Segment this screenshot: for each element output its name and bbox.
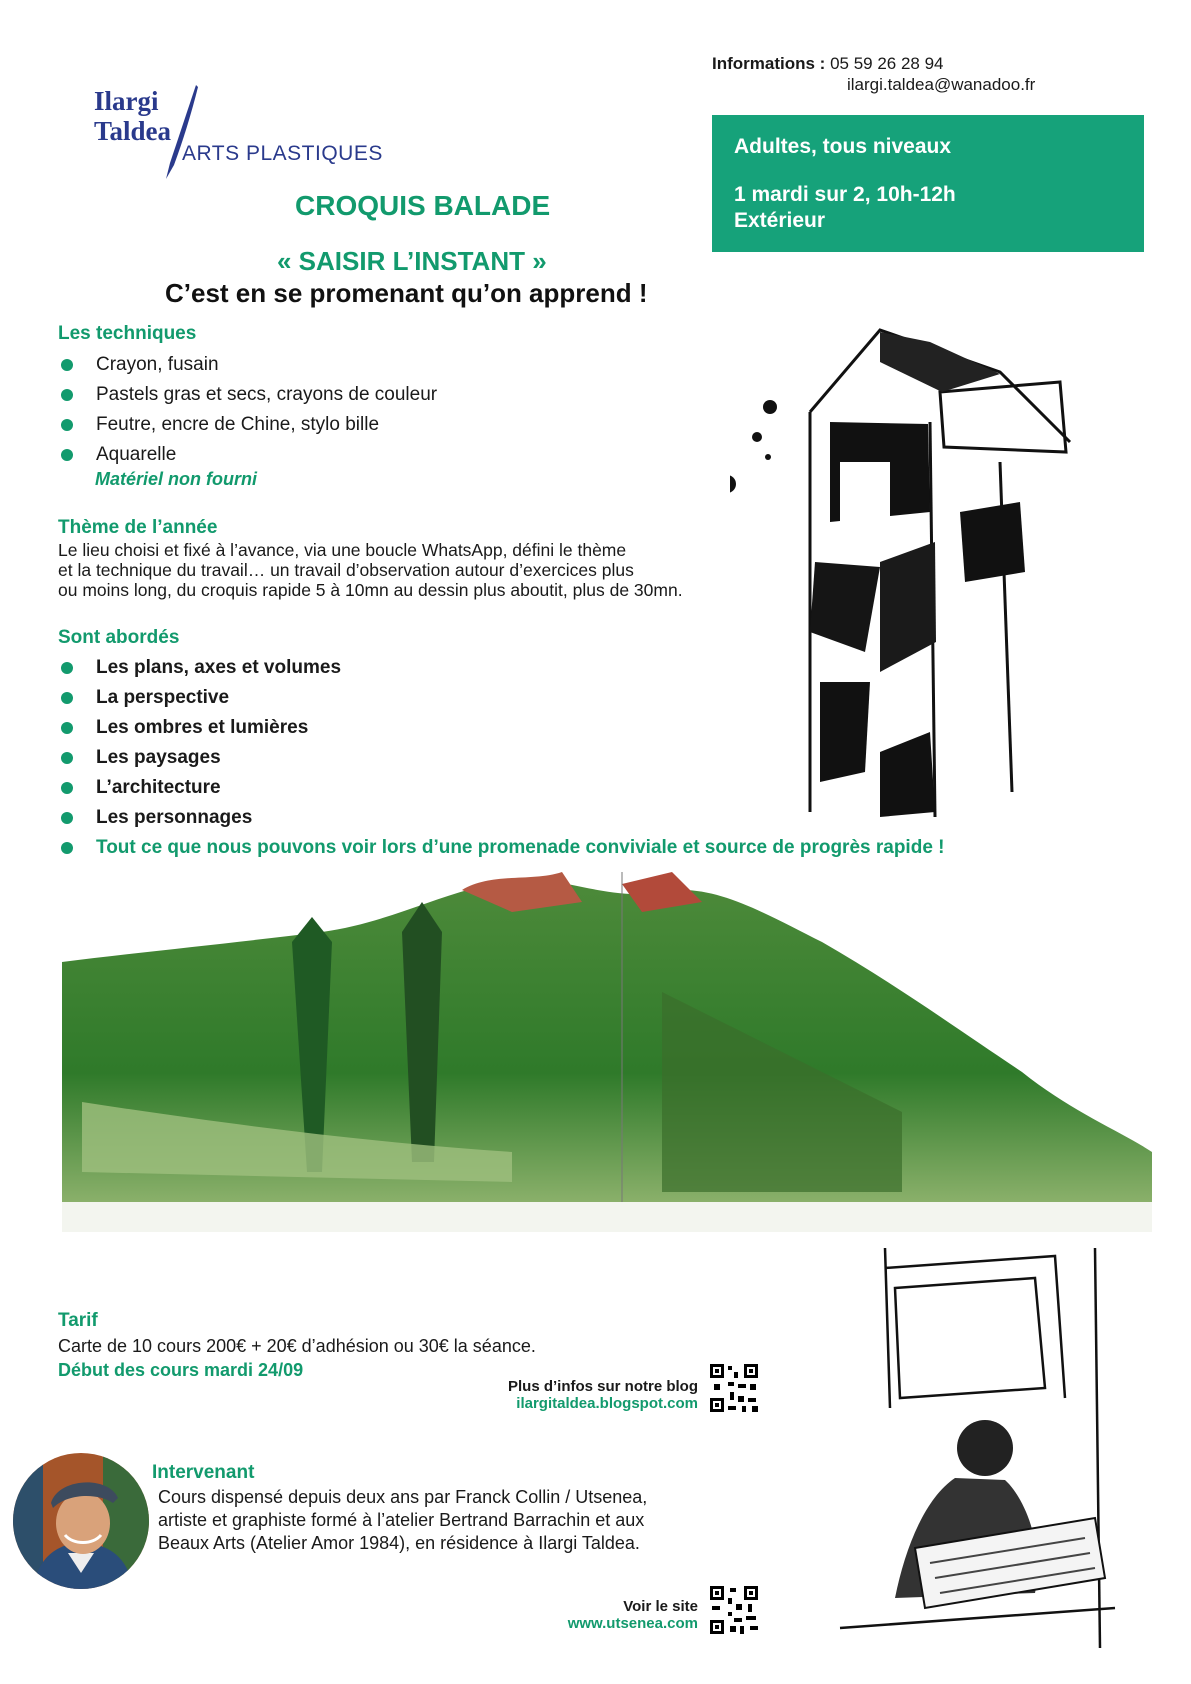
audience-text: Adultes, tous niveaux — [734, 135, 952, 158]
bullet-icon — [61, 419, 73, 431]
bullet-icon — [61, 389, 73, 401]
info-label: Informations : — [712, 54, 826, 73]
list-item: Les plans, axes et volumes — [58, 653, 1088, 683]
site-label: Voir le site — [623, 1598, 698, 1615]
list-item: Pastels gras et secs, crayons de couleur — [58, 380, 618, 410]
site-info — [460, 1598, 698, 1632]
course-start: Début des cours mardi 24/09 — [58, 1360, 304, 1380]
list-item: Feutre, encre de Chine, stylo bille — [58, 410, 618, 440]
blog-info — [420, 1378, 698, 1412]
blog-link[interactable]: ilargitaldea.blogspot.com — [516, 1395, 698, 1412]
logo-subtitle: ARTS PLASTIQUES — [182, 142, 383, 165]
list-item: Les paysages — [58, 743, 1088, 773]
techniques-list — [58, 350, 618, 470]
theme-text: Le lieu choisi et fixé à l’avance, via une boucle WhatsApp, défini le thème et la technique du travail… un travail d’observation autour d’exercices plus ou moins long, du croquis rapide 5 à 10mn au dessin plus aboutit, plus de 30mn. — [58, 540, 683, 600]
speaker-heading: Intervenant — [152, 1462, 255, 1483]
logo — [48, 55, 388, 185]
logo-line-1: Ilargi — [94, 86, 159, 116]
info-email[interactable]: ilargi.taldea@wanadoo.fr — [847, 75, 1036, 94]
location-text: Extérieur — [734, 209, 826, 232]
techniques-heading: Les techniques — [58, 323, 197, 344]
contact-info — [712, 53, 1072, 95]
list-item: Les personnages — [58, 803, 1088, 833]
site-link[interactable]: www.utsenea.com — [567, 1615, 698, 1632]
list-item: Crayon, fusain — [58, 350, 618, 380]
materials-note: Matériel non fourni — [95, 469, 257, 489]
blog-label: Plus d’infos sur notre blog — [507, 1378, 698, 1395]
reader-sketch-illustration — [835, 1248, 1125, 1653]
bullet-icon — [61, 842, 73, 854]
info-phone[interactable]: 05 59 26 28 94 — [830, 54, 944, 73]
house-sketch-illustration — [730, 312, 1100, 822]
page-subtitle: « SAISIR L’INSTANT » — [277, 246, 547, 276]
theme-heading: Thème de l’année — [58, 517, 218, 538]
speaker-text: Cours dispensé depuis deux ans par Franck Collin / Utsenea, artiste et graphiste formé à l’atelier Bertrand Barrachin et aux Beaux Arts (Atelier Amor 1984), en résidence à Ilargi Taldea. — [158, 1487, 648, 1553]
list-item: L’architecture — [58, 773, 1088, 803]
schedule-text: 1 mardi sur 2, 10h-12h — [734, 183, 956, 206]
bullet-icon — [61, 359, 73, 371]
tarif-text: Carte de 10 cours 200€ + 20€ d’adhésion ou 30€ la séance. — [58, 1336, 536, 1356]
topics-heading: Sont abordés — [58, 627, 180, 648]
logo-line-2: Taldea — [94, 116, 172, 146]
page-title: CROQUIS BALADE — [295, 190, 551, 221]
tagline: C’est en se promenant qu’on apprend ! — [165, 278, 648, 308]
bullet-icon — [61, 782, 73, 794]
bullet-icon — [61, 812, 73, 824]
landscape-watercolor-illustration — [62, 872, 1152, 1232]
list-item: Aquarelle — [58, 440, 618, 470]
course-info-box — [712, 115, 1144, 252]
list-item: Les ombres et lumières — [58, 713, 1088, 743]
qr-code-icon[interactable] — [708, 1362, 760, 1414]
bullet-icon — [61, 692, 73, 704]
list-item: La perspective — [58, 683, 1088, 713]
qr-code-icon[interactable] — [708, 1584, 760, 1636]
tarif-heading: Tarif — [58, 1310, 98, 1331]
list-item-highlight: Tout ce que nous pouvons voir lors d’une promenade conviviale et source de progrès rapide ! — [58, 833, 1088, 863]
bullet-icon — [61, 722, 73, 734]
speaker-avatar — [13, 1453, 149, 1589]
bullet-icon — [61, 662, 73, 674]
bullet-icon — [61, 449, 73, 461]
bullet-icon — [61, 752, 73, 764]
